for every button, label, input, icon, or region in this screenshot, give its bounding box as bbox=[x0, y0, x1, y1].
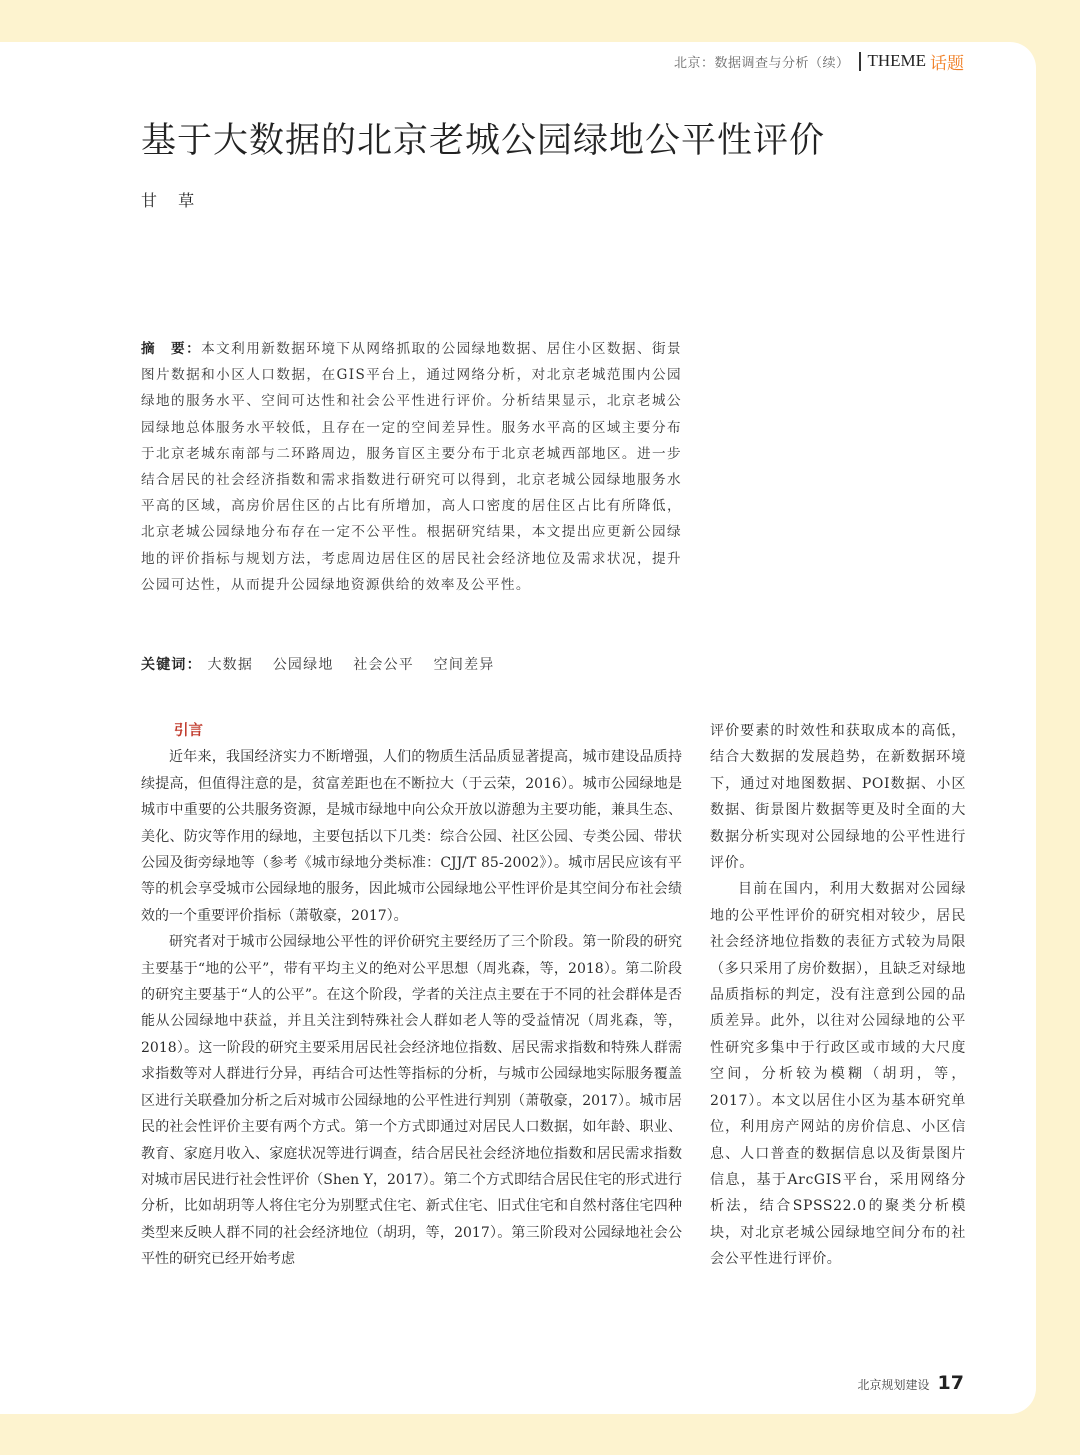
abstract bbox=[141, 336, 682, 598]
section-heading: 引言 bbox=[174, 723, 203, 739]
header-topic: 话题 bbox=[930, 53, 964, 74]
abstract-text: 本文利用新数据环境下从网络抓取的公园绿地数据、居住小区数据、街景图片数据和小区人口数据，在GIS平台上，通过网络分析，对北京老城范围内公园绿地的服务水平、空间可达性和社会公平性进行评价。分析结果显示，北京老城公园绿地总体服务水平较低，且存在一定的空间差异性。服务水平高的区域主要分布于北京老城东南部与二环路周边，服务盲区主要分布于北京老城西部地区。进一步结合居民的社会经济指数和需求指数进行研究可以得到，北京老城公园绿地服务水平高的区域，高房价居住区的占比有所增加，高人口密度的居住区占比有所降低，北京老城公园绿地分布存在一定不公平性。根据研究结果，本文提出应更新公园绿地的评价指标与规划方法，考虑周边居住区的居民社会经济地位及需求状况，提升公园可达性，从而提升公园绿地资源供给的效率及公平性。 bbox=[141, 341, 682, 593]
keywords-label: 关键词： bbox=[141, 657, 202, 673]
journal-name: 北京规划建设 bbox=[857, 1378, 930, 1392]
article-title: 基于大数据的北京老城公园绿地公平性评价 bbox=[141, 121, 826, 161]
keyword: 大数据 bbox=[207, 657, 254, 673]
abstract-label: 摘 要： bbox=[141, 341, 202, 357]
article-author: 甘 草 bbox=[141, 191, 203, 210]
body-paragraph: 评价要素的时效性和获取成本的高低，结合大数据的发展趋势，在新数据环境下，通过对地图数据、POI数据、小区数据、街景图片数据等更及时全面的大数据分析实现对公园绿地的公平性进行评价。 bbox=[710, 723, 966, 872]
header-section: 北京：数据调查与分析（续） bbox=[673, 55, 850, 71]
keyword: 社会公平 bbox=[353, 657, 415, 673]
keyword: 公园绿地 bbox=[272, 657, 334, 673]
body-paragraph: 近年来，我国经济实力不断增强，人们的物质生活品质显著提高，城市建设品质持续提高，但值得注意的是，贫富差距也在不断拉大（于云荣，2016）。城市公园绿地是城市中重要的公共服务资源，是城市绿地中向公众开放以游憩为主要功能，兼具生态、美化、防灾等作用的绿地，主要包括以下几类：综合公园、社区公园、专类公园、带状公园及街旁绿地等（参考《城市绿地分类标准：CJJ/T 85-2002》）。城市居民应该有平等的机会享受城市公园绿地的服务，因此城市公园绿地公平性评价是其空间分布社会绩效的一个重要评价指标（萧敬豪，2017）。 bbox=[141, 749, 682, 924]
page-number: 17 bbox=[937, 1372, 964, 1394]
keywords bbox=[141, 654, 508, 674]
running-header bbox=[674, 50, 964, 72]
header-divider bbox=[859, 52, 861, 71]
body-column-left bbox=[141, 718, 682, 1273]
page-footer bbox=[858, 1372, 964, 1394]
keyword: 空间差异 bbox=[433, 657, 495, 673]
page bbox=[0, 42, 1036, 1414]
body-paragraph: 研究者对于城市公园绿地公平性的评价研究主要经历了三个阶段。第一阶段的研究主要基于“地的公平”，带有平均主义的绝对公平思想（周兆森，等，2018）。第二阶段的研究主要基于“人的公平”。在这个阶段，学者的关注点主要在于不同的社会群体是否能从公园绿地中获益，并且关注到特殊社会人群如老人等的受益情况（周兆森，等，2018）。这一阶段的研究主要采用居民社会经济地位指数、居民需求指数和特殊人群需求指数等对人群进行分异，再结合可达性等指标的分析，与城市公园绿地实际服务覆盖区进行关联叠加分析之后对城市公园绿地的公平性进行判别（萧敬豪，2017）。城市居民的社会性评价主要有两个方式。第一个方式即通过对居民人口数据，如年龄、职业、教育、家庭月收入、家庭状况等进行调查，结合居民社会经济地位指数和居民需求指数对城市居民进行社会性评价（Shen Y，2017）。第二个方式即结合居民住宅的形式进行分析，比如胡玥等人将住宅分为别墅式住宅、新式住宅、旧式住宅和自然村落住宅四种类型来反映人群不同的社会经济地位（胡玥，等，2017）。第三阶段对公园绿地社会公平性的研究已经开始考虑 bbox=[141, 934, 682, 1268]
header-theme: THEME bbox=[867, 51, 926, 70]
body-column-right bbox=[710, 718, 966, 1273]
body-paragraph: 目前在国内，利用大数据对公园绿地的公平性评价的研究相对较少，居民社会经济地位指数的表征方式较为局限（多只采用了房价数据），且缺乏对绿地品质指标的判定，没有注意到公园的品质差异。此外，以往对公园绿地的公平性研究多集中于行政区或市域的大尺度空间，分析较为模糊（胡玥，等，2017）。本文以居住小区为基本研究单位，利用房产网站的房价信息、小区信息、人口普查的数据信息以及街景图片信息，基于ArcGIS平台，采用网络分析法，结合SPSS22.0的聚类分析模块，对北京老城公园绿地空间分布的社会公平性进行评价。 bbox=[710, 881, 966, 1268]
